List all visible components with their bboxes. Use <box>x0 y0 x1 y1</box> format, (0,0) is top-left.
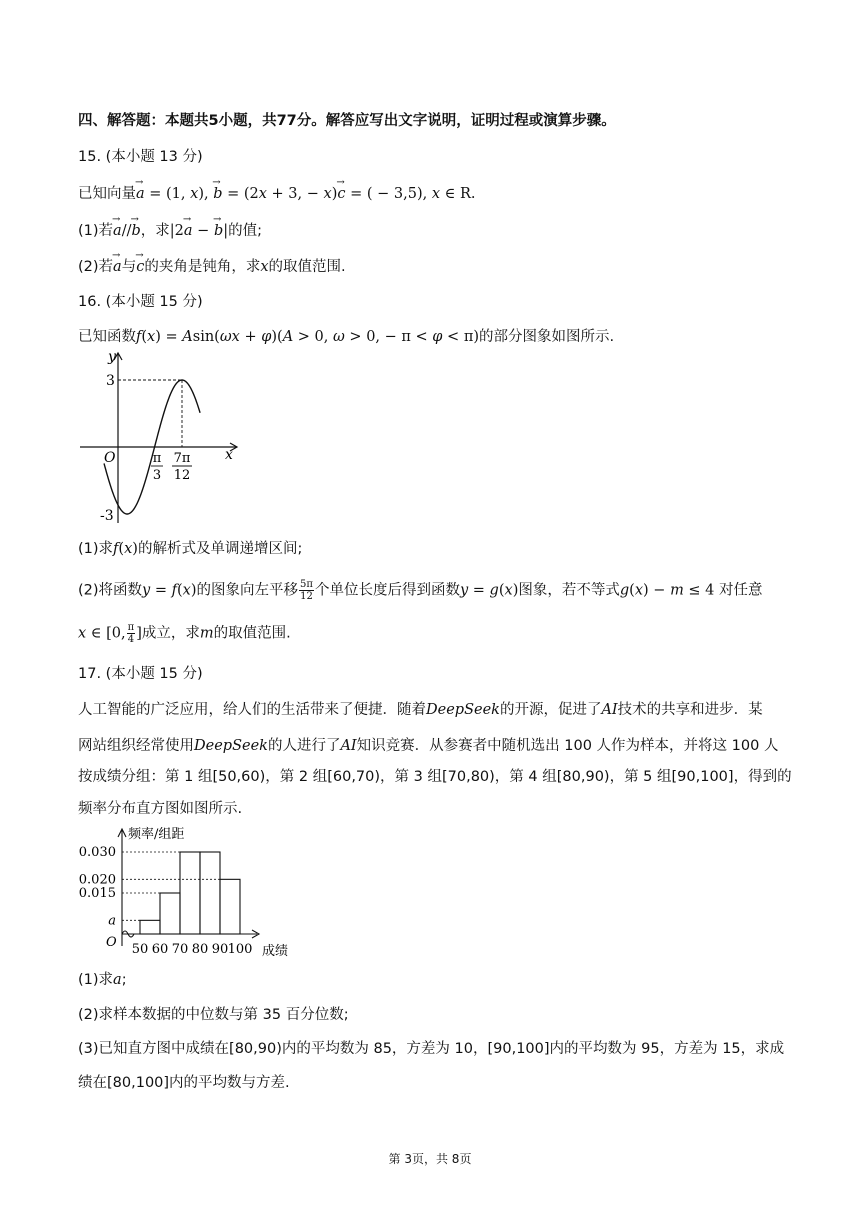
q16-header: 16. (本小题 15 分) <box>78 294 203 310</box>
q17-part1: (1)求a; <box>78 972 127 988</box>
x-label: x <box>225 447 233 463</box>
hist-ytick-3: a <box>108 913 116 929</box>
hist-xtick-50: 50 <box>131 942 149 957</box>
q17-line3: 按成绩分组：第 1 组[50,60)，第 2 组[60,70)，第 3 组[70,80)，第 4 组[80,90)，第 5 组[90,100]，得到的 <box>78 769 792 785</box>
hist-xtick-80: 80 <box>191 942 209 957</box>
hist-bar-90-100 <box>220 879 240 934</box>
hist-ytick-1: 0.020 <box>78 872 116 888</box>
hist-bar-80-90 <box>200 852 220 934</box>
hist-bar-50-60 <box>140 920 160 934</box>
y-label: y <box>108 349 116 365</box>
q16-stem: 已知函数f(x) = Asin(ωx + φ)(A > 0, ω > 0, − π < φ < π)的部分图象如图所示. <box>78 329 615 345</box>
q15-stem: 已知向量→ a = (1, x), → b = (2x + 3, − x)→ c = ( − 3,5), x ∈ R. <box>78 184 476 204</box>
hist-ytick-2: 0.015 <box>78 886 116 901</box>
tick-7pi12-den: 12 <box>173 468 191 483</box>
hist-xtick-100: 100 <box>227 942 253 957</box>
page-footer: 第 3页，共 8页 <box>388 1152 472 1166</box>
y-max-label: 3 <box>106 373 115 389</box>
q17-part3-line2: 绩在[80,100]内的平均数与方差. <box>78 1075 290 1091</box>
q17-line2: 网站组织经常使用DeepSeek的人进行了AI知识竞赛．从参赛者中随机选出 100 人作为样本，并将这 100 人 <box>78 738 779 754</box>
tick-pi3-den: 3 <box>152 468 162 483</box>
q16-part2-line1: (2)将函数y = f(x)的图象向左平移 $\frac{5\pi}{12}$ 个单位长度后得到函数y = g(x)图象，若不等式g(x) − m ≤ 4 对任意 <box>78 579 763 602</box>
origin-label: O <box>104 450 116 466</box>
frequency-histogram <box>72 822 312 962</box>
tick-pi3-num: π <box>152 451 162 466</box>
y-min-label: -3 <box>100 508 114 524</box>
tick-7pi12-num: 7π <box>173 451 191 466</box>
hist-x-label: 成绩 <box>262 944 289 959</box>
hist-origin-label: O <box>106 935 117 950</box>
q15-part2: (2)若→ a与→ c的夹角是钝角，求x的取值范围. <box>78 257 346 277</box>
q17-line1: 人工智能的广泛应用，给人们的生活带来了便捷．随着DeepSeek的开源，促进了AI技术的共享和进步．某 <box>78 702 763 718</box>
q17-header: 17. (本小题 15 分) <box>78 666 203 682</box>
q17-part2: (2)求样本数据的中位数与第 35 百分位数; <box>78 1007 349 1023</box>
q15-part1: (1)若→ a//→ b，求|2→ a − → b|的值; <box>78 221 262 241</box>
hist-ytick-0: 0.030 <box>78 845 116 860</box>
sine-graph <box>72 345 252 530</box>
q15-header: 15. (本小题 13 分) <box>78 149 203 165</box>
q17-part3-line1: (3)已知直方图中成绩在[80,90)内的平均数为 85，方差为 10，[90,100]内的平均数为 95，方差为 15，求成 <box>78 1041 785 1057</box>
q17-line4: 频率分布直方图如图所示. <box>78 801 243 817</box>
hist-xtick-90: 90 <box>211 942 229 957</box>
hist-xtick-60: 60 <box>151 942 169 957</box>
hist-bar-70-80 <box>180 852 200 934</box>
section-heading: 四、解答题：本题共5小题，共77分。解答应写出文字说明，证明过程或演算步骤。 <box>78 113 616 129</box>
q16-part2-line2: x ∈ [0, $\frac{\pi}{4}$ ]成立，求m的取值范围. <box>78 622 291 645</box>
hist-xtick-70: 70 <box>171 942 189 957</box>
q16-part1: (1)求f(x)的解析式及单调递增区间; <box>78 541 303 557</box>
hist-y-label: 频率/组距 <box>128 827 185 842</box>
hist-bar-60-70 <box>160 893 180 934</box>
